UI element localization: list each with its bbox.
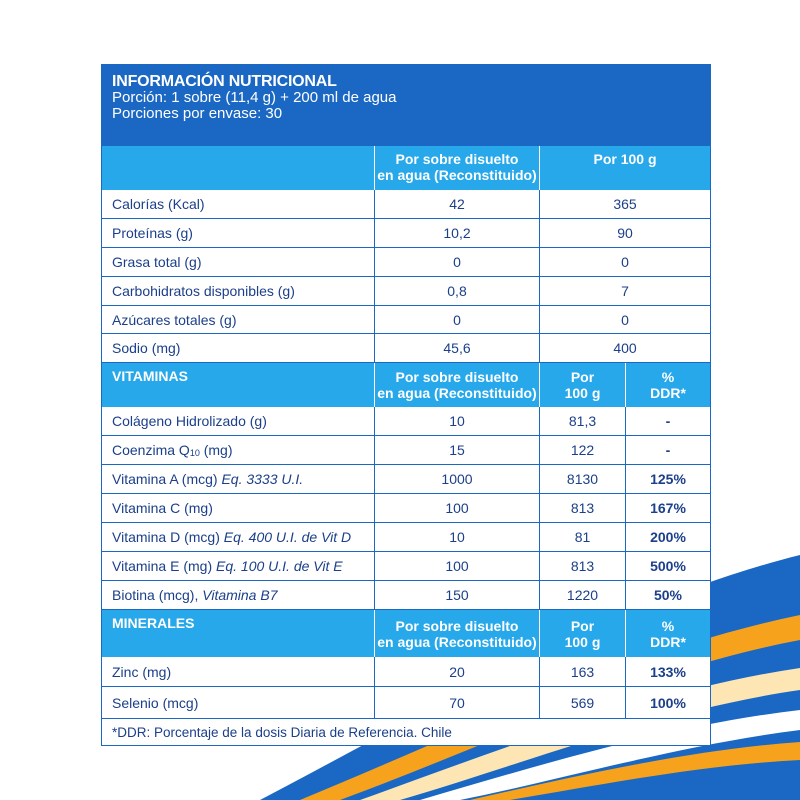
- vitamin-per-serving: 10: [374, 407, 539, 435]
- vitamin-label: Colágeno Hidrolizado (g): [112, 413, 267, 429]
- vitamin-label: Biotina (mcg),: [112, 587, 203, 603]
- nutrient-row: [102, 219, 710, 248]
- vitamin-row: [102, 465, 710, 494]
- nutrient-per-100: 7: [539, 277, 710, 305]
- vitamin-equivalence: Eq. 400 U.I. de Vit D: [223, 529, 352, 545]
- mineral-per-serving: 20: [374, 657, 539, 686]
- vitamin-row: [102, 407, 710, 436]
- portion-text: Porción: 1 sobre (11,4 g) + 200 ml de agua: [112, 89, 397, 106]
- nutrient-row: [102, 306, 710, 334]
- nutrient-per-serving: 0: [374, 248, 539, 276]
- vitamin-per-100: 813: [539, 494, 625, 522]
- minerals-label: MINERALES: [112, 615, 195, 631]
- mineral-row: [102, 657, 710, 687]
- nutrient-per-100: 90: [539, 219, 710, 247]
- vitamin-label: Vitamina C (mg): [112, 500, 213, 516]
- vitamin-name: [102, 407, 374, 435]
- header-per-serving: Por sobre disuelto en agua (Reconstituido): [374, 610, 539, 657]
- vitamin-per-100: 81: [539, 523, 625, 551]
- vitamin-row: [102, 436, 710, 465]
- nutrient-row: [102, 190, 710, 219]
- vitamin-per-serving: 100: [374, 552, 539, 580]
- vitamin-ddr: 200%: [625, 523, 710, 551]
- vitamin-row: [102, 494, 710, 523]
- vitamins-header-row: [102, 363, 710, 407]
- nutrient-row: [102, 277, 710, 306]
- vitamins-label: VITAMINAS: [112, 368, 188, 384]
- vitamin-name: [102, 436, 374, 464]
- nutrient-name: Calorías (Kcal): [112, 196, 205, 212]
- mineral-row: [102, 687, 710, 719]
- nutrition-panel: [101, 64, 711, 746]
- vitamin-label: Vitamina D (mcg): [112, 529, 224, 545]
- vitamin-label: Vitamina A (mcg): [112, 471, 222, 487]
- mineral-name: Selenio (mcg): [112, 694, 199, 711]
- vitamin-ddr: -: [625, 407, 710, 435]
- vitamin-per-100: 81,3: [539, 407, 625, 435]
- main-header-row: [102, 146, 710, 190]
- table-heading: INFORMACIÓN NUTRICIONAL: [112, 73, 337, 90]
- vitamin-ddr: 50%: [625, 581, 710, 609]
- mineral-ddr: 133%: [625, 657, 710, 686]
- nutrient-name: Proteínas (g): [112, 225, 193, 241]
- vitamin-per-serving: 15: [374, 436, 539, 464]
- header-per-100: Por 100 g: [539, 610, 625, 657]
- header-per-serving: Por sobre disuelto en agua (Reconstituido): [374, 146, 539, 190]
- mineral-per-serving: 70: [374, 687, 539, 718]
- nutrient-row: [102, 334, 710, 363]
- vitamin-per-100: 1220: [539, 581, 625, 609]
- vitamin-row: [102, 581, 710, 610]
- nutrient-per-serving: 45,6: [374, 334, 539, 362]
- mineral-per-100: 569: [539, 687, 625, 718]
- vitamin-name: [102, 581, 374, 609]
- vitamin-row: [102, 552, 710, 581]
- vitamin-per-serving: 150: [374, 581, 539, 609]
- vitamin-ddr: 125%: [625, 465, 710, 493]
- vitamin-equivalence: Vitamina B7: [202, 587, 278, 603]
- header-per-serving: Por sobre disuelto en agua (Reconstituido): [374, 363, 539, 407]
- vitamin-per-serving: 1000: [374, 465, 539, 493]
- vitamin-row: [102, 523, 710, 552]
- vitamin-per-serving: 10: [374, 523, 539, 551]
- header-ddr: % DDR*: [625, 610, 710, 657]
- nutrient-name: Grasa total (g): [112, 254, 202, 270]
- footnote: *DDR: Porcentaje de la dosis Diaria de Referencia. Chile: [112, 724, 452, 740]
- vitamin-ddr: 500%: [625, 552, 710, 580]
- vitamin-per-100: 813: [539, 552, 625, 580]
- vitamin-per-100: 8130: [539, 465, 625, 493]
- vitamin-name: [102, 552, 374, 580]
- nutrient-per-100: 0: [539, 248, 710, 276]
- nutrient-per-100: 365: [539, 190, 710, 218]
- nutrient-name: Carbohidratos disponibles (g): [112, 283, 295, 299]
- nutrient-row: [102, 248, 710, 277]
- vitamin-name: [102, 494, 374, 522]
- nutrient-name: Azúcares totales (g): [112, 311, 237, 328]
- nutrient-per-serving: 0,8: [374, 277, 539, 305]
- vitamin-per-serving: 100: [374, 494, 539, 522]
- nutrient-per-serving: 42: [374, 190, 539, 218]
- vitamin-per-100: 122: [539, 436, 625, 464]
- nutrition-table: [101, 64, 711, 746]
- title-bar: [102, 65, 710, 146]
- nutrient-per-serving: 10,2: [374, 219, 539, 247]
- nutrient-name: Sodio (mg): [112, 340, 181, 356]
- vitamin-name: [102, 523, 374, 551]
- vitamin-subscript: 10: [189, 448, 200, 458]
- minerals-header-row: [102, 610, 710, 657]
- servings-text: Porciones por envase: 30: [112, 105, 283, 122]
- mineral-name: Zinc (mg): [112, 663, 172, 680]
- nutrient-per-100: 400: [539, 334, 710, 362]
- mineral-per-100: 163: [539, 657, 625, 686]
- vitamin-name: [102, 465, 374, 493]
- vitamin-ddr: -: [625, 436, 710, 464]
- mineral-ddr: 100%: [625, 687, 710, 718]
- vitamin-label: Vitamina E (mg): [112, 558, 216, 574]
- header-per-100: Por 100 g: [539, 146, 710, 190]
- vitamin-equivalence: Eq. 100 U.I. de Vit E: [216, 558, 343, 574]
- vitamin-label: Coenzima Q: [112, 442, 190, 458]
- header-per-100: Por 100 g: [539, 363, 625, 407]
- vitamin-equivalence: Eq. 3333 U.I.: [221, 471, 304, 487]
- nutrient-per-serving: 0: [374, 306, 539, 333]
- nutrient-per-100: 0: [539, 306, 710, 333]
- vitamin-unit: (mg): [199, 442, 233, 458]
- vitamin-ddr: 167%: [625, 494, 710, 522]
- header-ddr: % DDR*: [625, 363, 710, 407]
